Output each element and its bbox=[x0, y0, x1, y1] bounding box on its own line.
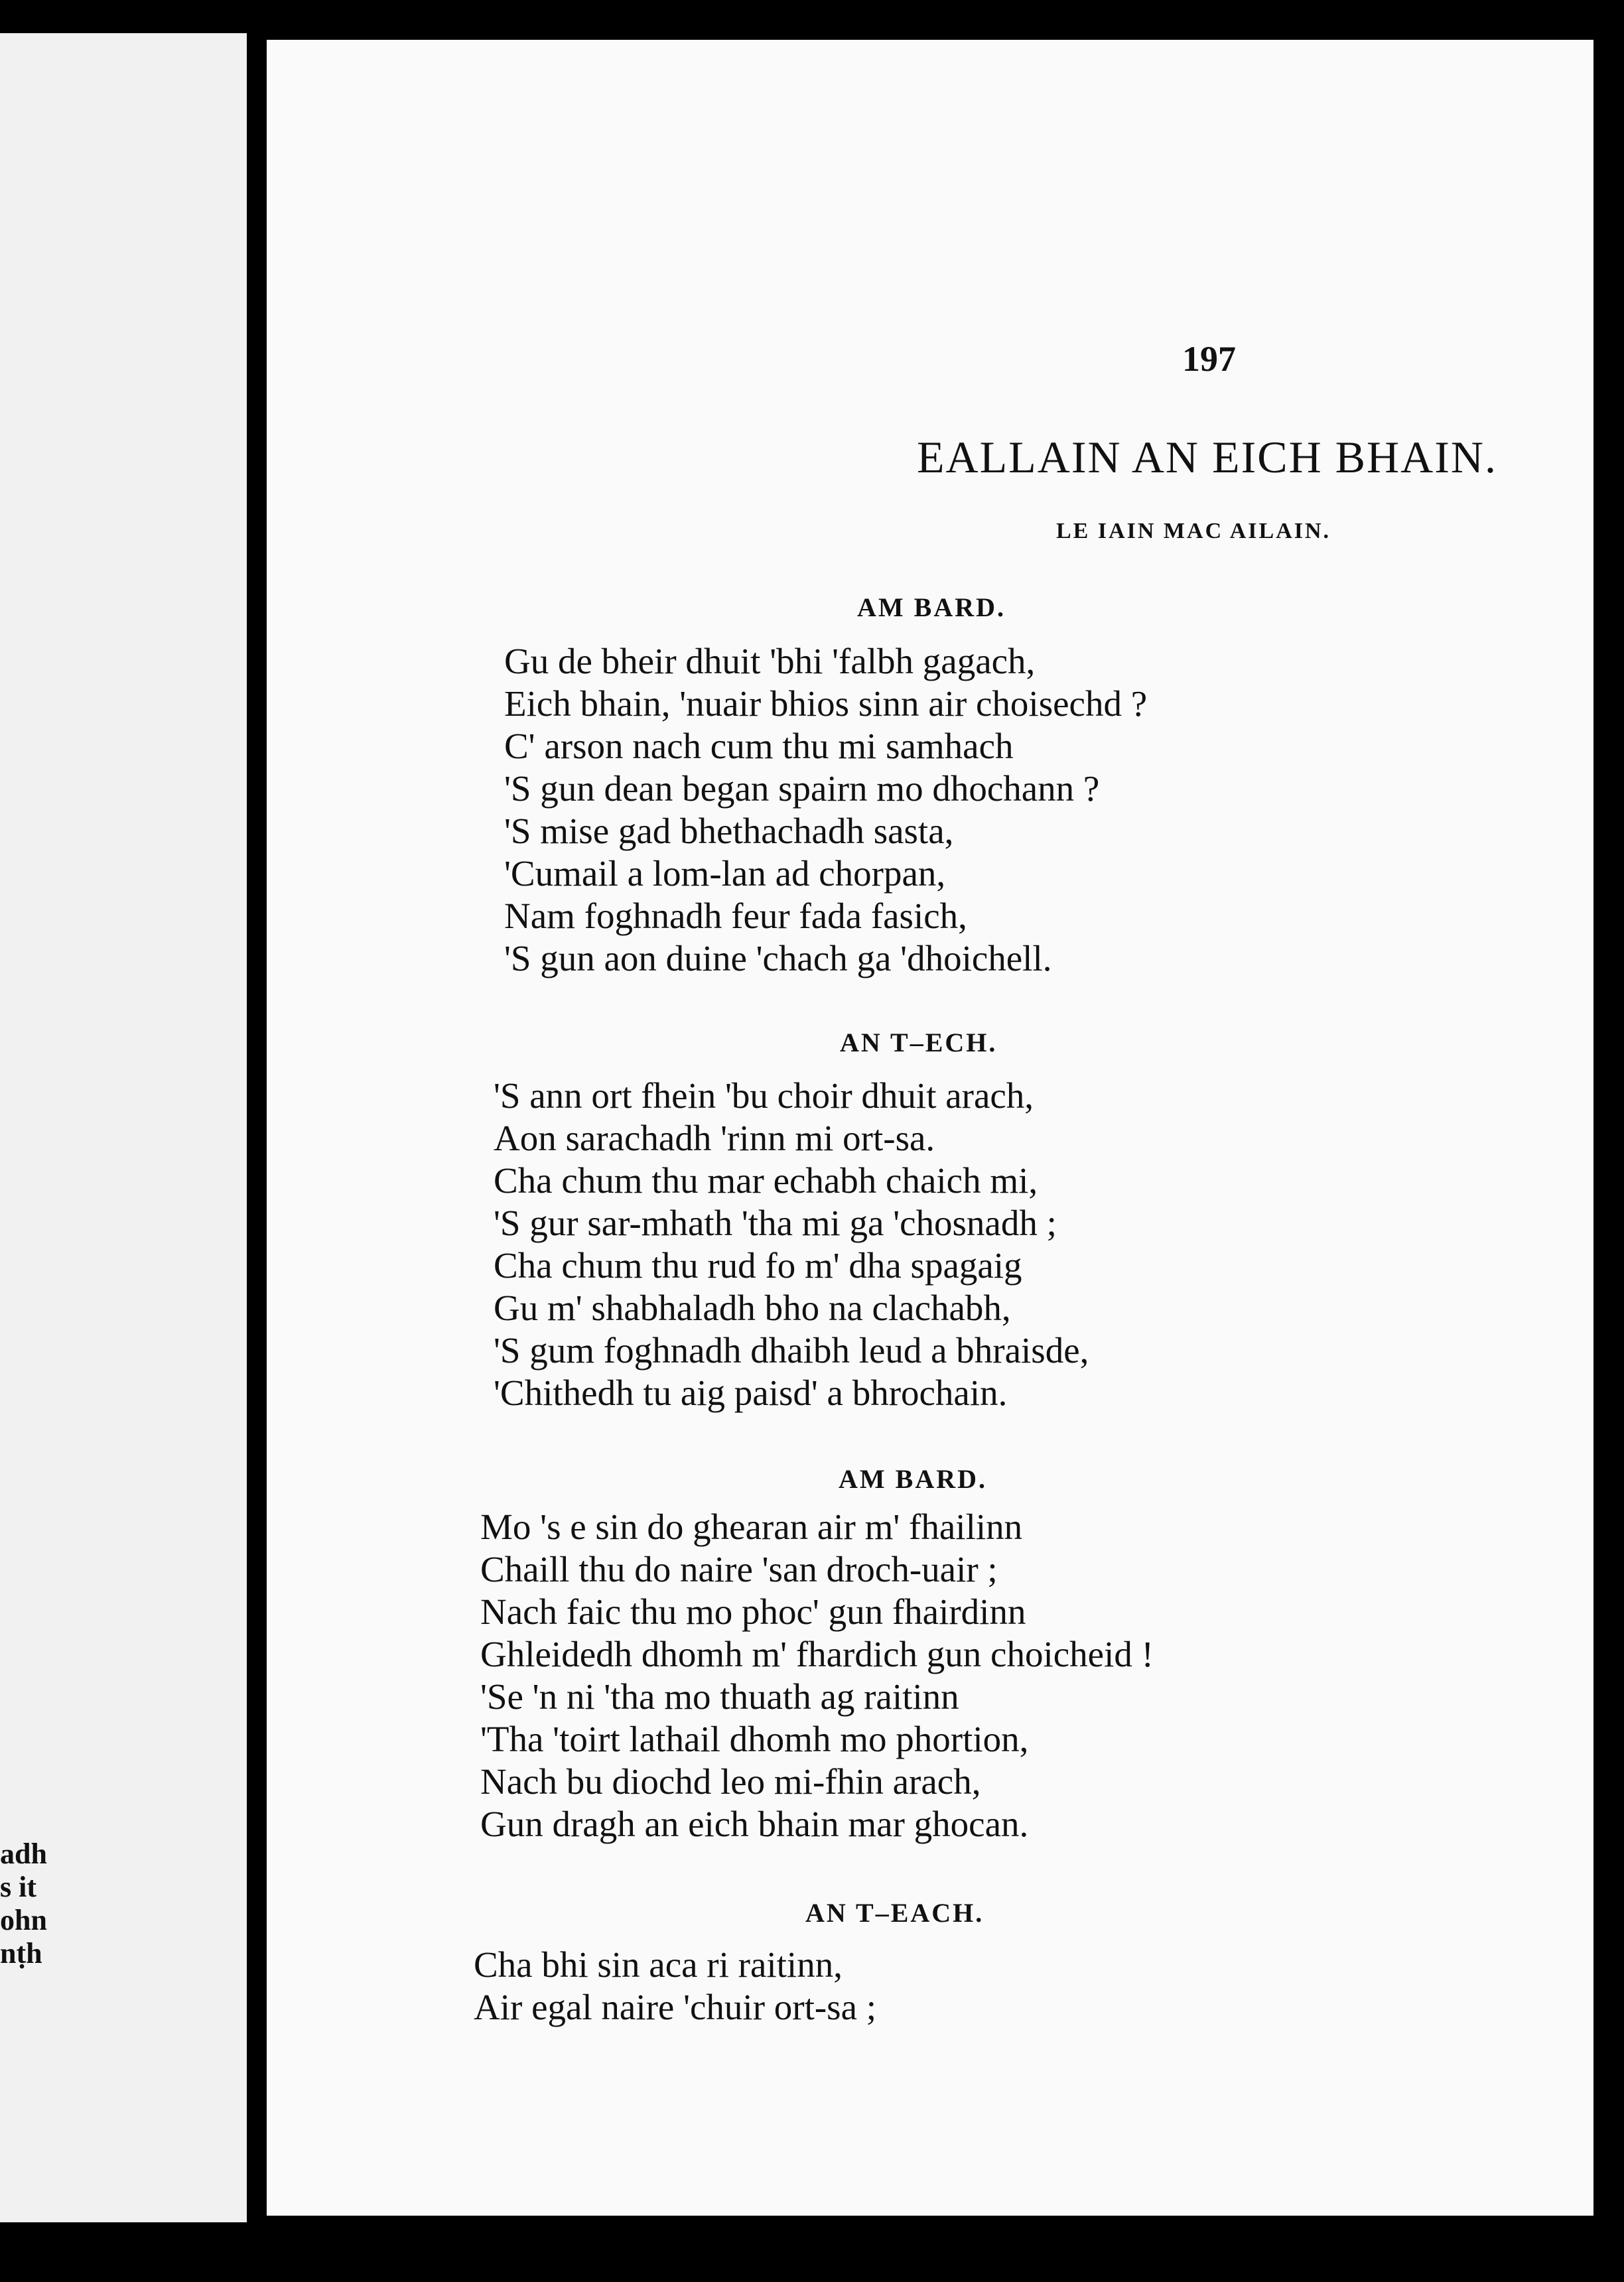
verse-line: Aon sarachadh 'rinn mi ort-sa. bbox=[494, 1118, 935, 1158]
stanza bbox=[494, 1075, 1089, 1414]
verse-line: Gun dragh an eich bhain mar ghocan. bbox=[480, 1804, 1029, 1844]
section-heading: AN T–EACH. bbox=[805, 1898, 984, 1928]
verse-line: 'S gum foghnadh dhaibh leud a bhraisde, bbox=[494, 1330, 1089, 1371]
left-page bbox=[0, 33, 249, 2222]
verse-line: Gu de bheir dhuit 'bhi 'falbh gagach, bbox=[504, 641, 1036, 681]
verse-line: 'Tha 'toirt lathail dhomh mo phortion, bbox=[480, 1719, 1029, 1759]
poem-title: EALLAIN AN EICH BHAIN. bbox=[917, 432, 1498, 482]
verse-line: Mo 's e sin do ghearan air m' fhailinn bbox=[480, 1507, 1023, 1547]
edge-line: s it bbox=[0, 1871, 36, 1903]
poem-author: LE IAIN MAC AILAIN. bbox=[1056, 519, 1331, 543]
edge-line: ohn bbox=[0, 1904, 47, 1936]
verse-line: Eich bhain, 'nuair bhios sinn air choisechd ? bbox=[504, 683, 1148, 724]
verse-line: Nach faic thu mo phoc' gun fhairdinn bbox=[480, 1591, 1026, 1632]
verse-line: Cha chum thu mar echabh chaich mi, bbox=[494, 1160, 1038, 1201]
section-heading: AM BARD. bbox=[857, 592, 1006, 622]
scan-border bbox=[1593, 40, 1624, 2216]
verse-line: 'S mise gad bhethachadh sasta, bbox=[504, 811, 954, 851]
right-page bbox=[267, 40, 1593, 2216]
verse-line: Nam foghnadh feur fada fasich, bbox=[504, 896, 967, 936]
verse-line: 'S gun dean began spairn mo dhochann ? bbox=[504, 768, 1100, 809]
verse-line: 'S gur sar-mhath 'tha mi ga 'chosnadh ; bbox=[494, 1203, 1057, 1243]
verse-line: Chaill thu do naire 'san droch-uair ; bbox=[480, 1549, 998, 1589]
section-heading: AN T–ECH. bbox=[840, 1028, 998, 1057]
edge-line: nṭh bbox=[0, 1937, 42, 1970]
section-heading: AM BARD. bbox=[839, 1464, 987, 1494]
verse-line: Cha bhi sin aca ri raitinn, bbox=[474, 1944, 843, 1985]
verse-line: 'S gun aon duine 'chach ga 'dhoichell. bbox=[504, 938, 1052, 978]
stanza bbox=[474, 1944, 876, 2029]
verse-line: 'Se 'n ni 'tha mo thuath ag raitinn bbox=[480, 1676, 959, 1717]
stanza bbox=[504, 640, 1147, 980]
verse-line: 'Chithedh tu aig paisd' a bhrochain. bbox=[494, 1373, 1008, 1413]
verse-line: Nach bu diochd leo mi-fhin arach, bbox=[480, 1761, 981, 1802]
verse-line: 'S ann ort fhein 'bu choir dhuit arach, bbox=[494, 1075, 1034, 1116]
left-page-edge-text bbox=[0, 1838, 60, 1970]
edge-line: adh bbox=[0, 1838, 47, 1870]
book-gutter bbox=[247, 0, 267, 2282]
verse-line: Gu m' shabhaladh bho na clachabh, bbox=[494, 1288, 1011, 1328]
verse-line: 'Cumail a lom-lan ad chorpan, bbox=[504, 853, 946, 894]
verse-line: Cha chum thu rud fo m' dha spagaig bbox=[494, 1245, 1022, 1286]
stanza bbox=[480, 1506, 1154, 1846]
verse-line: Ghleidedh dhomh m' fhardich gun choicheid ! bbox=[480, 1634, 1154, 1674]
verse-line: Air egal naire 'chuir ort-sa ; bbox=[474, 1987, 877, 2027]
verse-line: C' arson nach cum thu mi samhach bbox=[504, 726, 1014, 766]
page-number: 197 bbox=[1182, 339, 1236, 379]
